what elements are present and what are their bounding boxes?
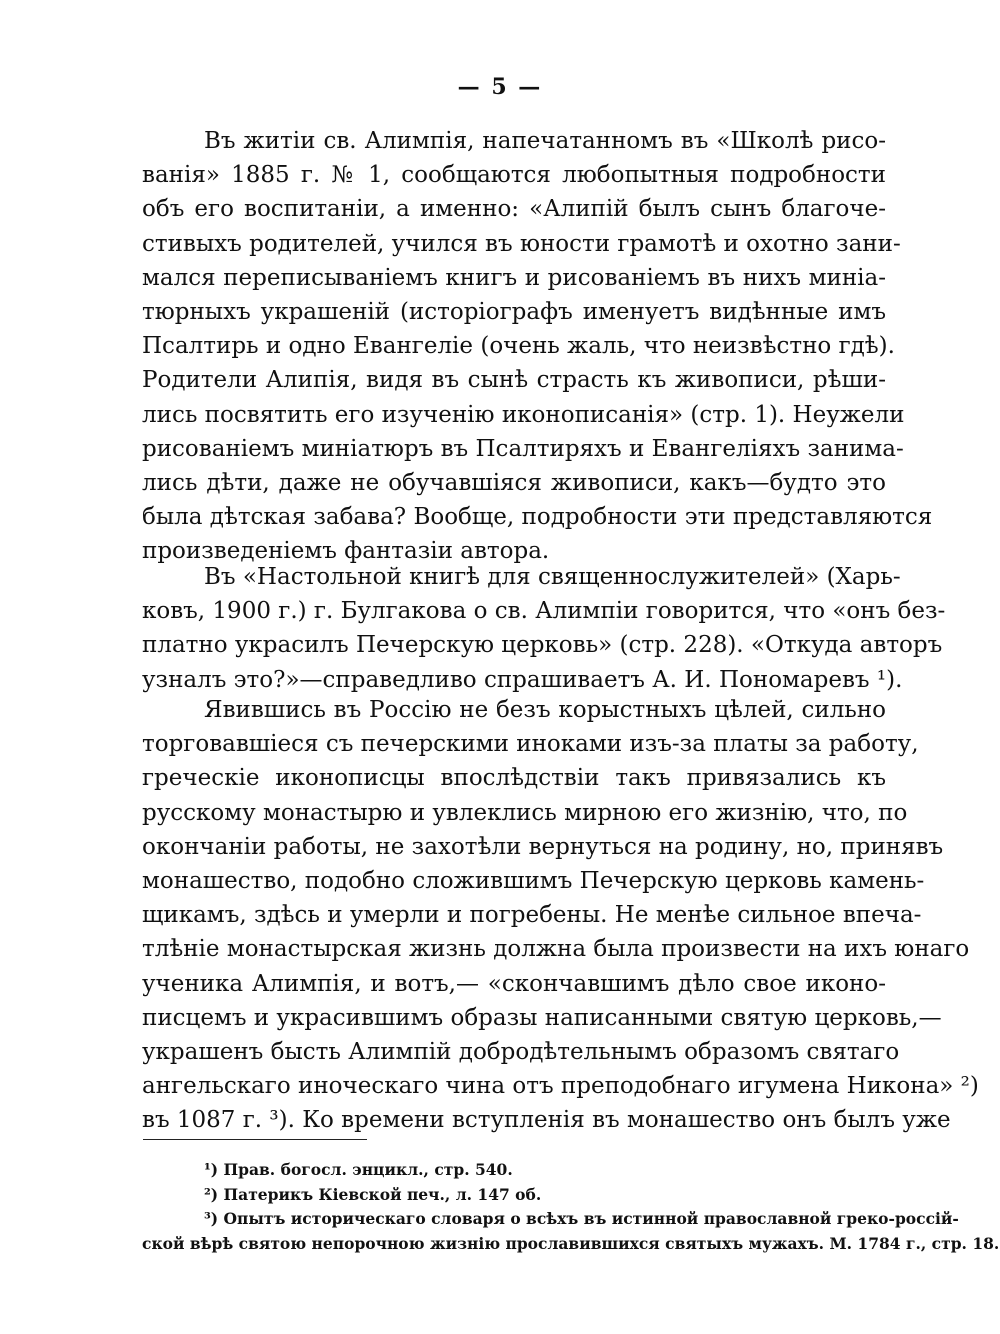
text-line: тлѣніе монастырская жизнь должна была произвести на ихъ юнаго bbox=[142, 936, 970, 963]
text-line: щикамъ, здѣсь и умерли и погребены. Не менѣе сильное впеча- bbox=[142, 902, 922, 929]
text-line: узналъ это?»—справедливо спрашиваетъ А. И. Пономаревъ ¹). bbox=[142, 666, 903, 693]
paragraph-3 bbox=[142, 693, 979, 1137]
text-line: русскому монастырю и увлеклись мирною его жизнію, что, по bbox=[142, 799, 908, 826]
text-line: Псалтирь и одно Евангеліе (очень жаль, что неизвѣстно гдѣ). bbox=[142, 333, 895, 360]
text-line: стивыхъ родителей, учился въ юности грамотѣ и охотно зани- bbox=[142, 230, 901, 257]
text-line: рисованіемъ миніатюръ въ Псалтиряхъ и Евангеліяхъ занима- bbox=[142, 435, 904, 462]
text-line: Родители Алипія, видя въ сынѣ страсть къ живописи, рѣши- bbox=[142, 367, 886, 394]
text-line: ковъ, 1900 г.) г. Булгакова о св. Алимпіи говорится, что «онъ без- bbox=[142, 598, 946, 625]
text-line: Явившись въ Россію не безъ корыстныхъ цѣлей, сильно bbox=[204, 697, 886, 723]
text-line: лись дѣти, даже не обучавшіяся живописи, какъ—будто это bbox=[142, 469, 886, 496]
text-line: ванія» 1885 г. № 1, сообщаются любопытныя подробности bbox=[142, 162, 886, 189]
text-line: греческіе иконописцы впослѣдствіи такъ привязались къ bbox=[142, 765, 886, 792]
footnote-3: ³) Опытъ историческаго словаря о всѣхъ въ истинной православной греко-россій- bbox=[204, 1209, 959, 1228]
text-line: окончаніи работы, не захотѣли вернуться на родину, но, принявъ bbox=[142, 833, 944, 860]
paragraph-2 bbox=[142, 560, 946, 697]
text-line: лись посвятить его изученію иконописанія» (стр. 1). Неужели bbox=[142, 401, 905, 428]
footnote-2: ²) Патерикъ Кіевской печ., л. 147 об. bbox=[204, 1184, 542, 1204]
text-line: ученика Алимпія, и вотъ,— «скончавшимъ дѣло свое иконо- bbox=[142, 970, 886, 997]
text-line: ангельскаго иноческаго чина отъ преподобнаго игумена Никона» ²) bbox=[142, 1073, 979, 1100]
text-line: въ 1087 г. ³). Ко времени вступленія въ монашество онъ былъ уже bbox=[142, 1107, 951, 1134]
footnote-1: ¹) Прав. богосл. энцикл., стр. 540. bbox=[204, 1160, 513, 1179]
text-line: тюрныхъ украшеній (исторіографъ именуетъ видѣнные имъ bbox=[142, 298, 886, 325]
text-line: произведеніемъ фантазіи автора. bbox=[142, 538, 550, 565]
paragraph-1 bbox=[142, 124, 933, 568]
text-line: была дѣтская забава? Вообще, подробности эти представляются bbox=[142, 504, 933, 531]
text-line: платно украсилъ Печерскую церковь» (стр. 228). «Откуда авторъ bbox=[142, 632, 943, 659]
text-line: украшенъ бысть Алимпій добродѣтельнымъ образомъ святаго bbox=[142, 1038, 900, 1065]
text-line: монашество, подобно сложившимъ Печерскую церковь камень- bbox=[142, 867, 925, 894]
text-line: писцемъ и украсившимъ образы написанными святую церковь,— bbox=[142, 1004, 942, 1031]
text-line: мался переписываніемъ книгъ и рисованіемъ въ нихъ миніа- bbox=[142, 264, 886, 291]
footnotes bbox=[142, 1158, 1000, 1256]
text-line: торговавшіеся съ печерскими иноками изъ-за платы за работу, bbox=[142, 731, 919, 758]
text-line: объ его воспитаніи, а именно: «Алипій былъ сынъ благоче- bbox=[142, 196, 886, 223]
footnote-3-continued: ской вѣрѣ святою непорочною жизнію прославившихся святыхъ мужахъ. М. 1784 г., стр. 18. bbox=[142, 1233, 1000, 1253]
text-line: Въ житіи св. Алимпія, напечатанномъ въ «Школѣ рисо- bbox=[204, 128, 886, 154]
text-line: Въ «Настольной книгѣ для священнослужителей» (Харь- bbox=[204, 564, 901, 590]
page-number: — 5 — bbox=[457, 74, 543, 100]
footnote-divider bbox=[143, 1139, 367, 1140]
